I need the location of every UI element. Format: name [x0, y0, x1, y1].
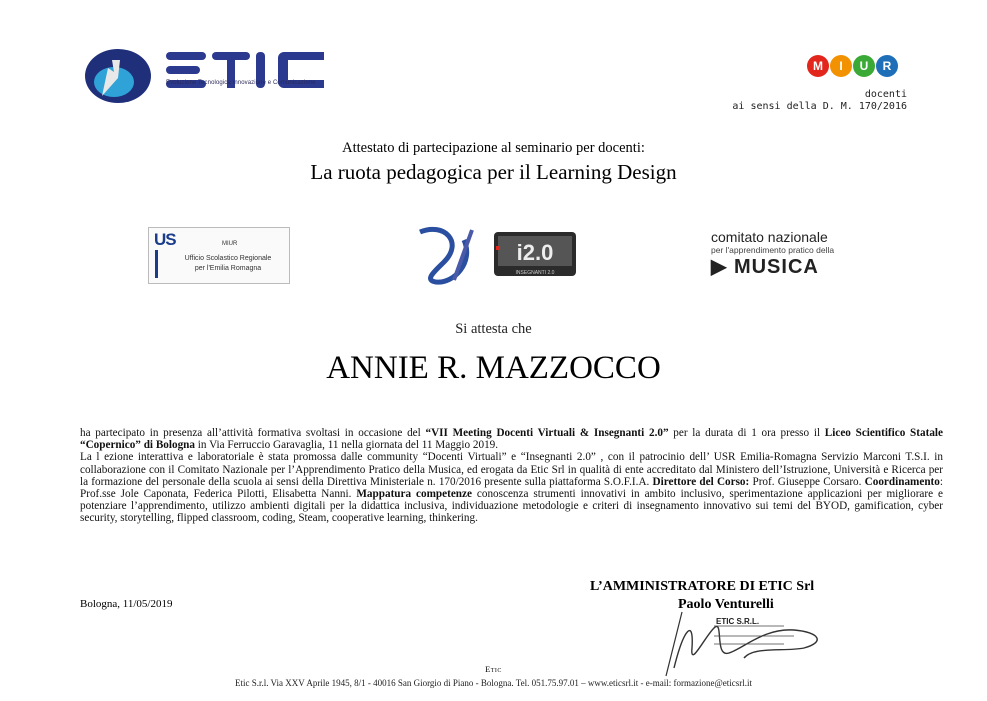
etic-subtitle: Evoluzione Tecnologica Innovazione e Comunicazione	[166, 80, 316, 86]
coordination-label: Coordinamento	[864, 475, 940, 488]
usr-bar	[155, 250, 158, 278]
miur-logo	[806, 50, 900, 82]
usr-letters: US	[154, 230, 176, 249]
certificate-intro: Attestato di partecipazione al seminario per docenti:	[342, 140, 645, 156]
place-date: Bologna, 11/05/2019	[80, 598, 173, 610]
miur-letter-m: M	[813, 59, 823, 73]
course-title: La ruota pedagogica per il Learning Design	[310, 160, 677, 184]
i20-sub: INSEGNANTI 2.0	[515, 270, 555, 276]
usr-miur-label: MIUR	[222, 241, 238, 247]
footer-company: Etic	[485, 664, 502, 674]
recipient-name: ANNIE R. MAZZOCCO	[326, 350, 661, 386]
miur-letter-u: U	[859, 59, 869, 73]
usr-logo	[148, 227, 290, 284]
comitato-line1: comitato nazionale	[711, 229, 828, 245]
director-label: Direttore del Corso:	[652, 475, 750, 488]
body-paragraph-1: ha partecipato in presenza all’attività formativa svoltasi in occasione del “VII Meeting Docenti Virtuali & Insegnanti 2.0” per la durata di 1 ora presso il Liceo Scientifico Statale “Copernico” di Bologna in Via Ferruccio Garavaglia, 11 nella giornata del 11 Maggio 2019.	[80, 427, 943, 452]
event-name: “VII Meeting Docenti Virtuali & Insegnanti 2.0”	[425, 427, 669, 439]
attestation-lead: Si attesta che	[455, 321, 532, 337]
body-paragraph-2: La l ezione interattiva e laboratoriale è stata promossa dalle community “Docenti Virtuali” e “Insegnanti 2.0” , con il patrocinio dell’ USR Emilia-Romagna Servizio Marconi T.S.I. in collaborazione con il Comitato Nazionale per l’Apprendimento Pratico della Musica, ed erogata da Etic Srl in qualità di ente accreditato dal Ministero dell’Istruzione, Università e Ricerca per la formazione del personale della scuola ai sensi della Direttiva Ministeriale n. 170/2016 presente sulla piattaforma S.O.F.I.A. Direttore del Corso: Prof. Giuseppe Corsaro. Coordinamento: Prof.sse Jole Caponata, Federica Pilotti, Elisabetta Nanni. Mappatura competenze conoscenza strumenti innovativi in ambito inclusivo, sperimentazione applicazioni per migliorare e potenziare l’apprendimento, utilizzo ambienti digitali per la didattica inclusiva, individuazione metodologie e criteri di insegnamento innovativo sui temi del BYOD, gamification, cyber security, storytelling, flipped classroom, coding, Steam, cooperative learning, thinkering.	[80, 451, 943, 525]
certificate-body	[80, 427, 943, 525]
miur-letter-i: I	[839, 59, 843, 73]
administrator-name: Paolo Venturelli	[678, 597, 774, 612]
competence-map-label: Mappatura competenze	[356, 488, 472, 501]
svg-text:ETIC S.R.L.: ETIC S.R.L.	[716, 617, 760, 626]
miur-caption-line2: ai sensi della D. M. 170/2016	[732, 101, 907, 112]
usr-line2: per l'Emilia Romagna	[194, 265, 262, 272]
play-icon: ▶	[711, 256, 728, 278]
comitato-line2: per l'apprendimento pratico della	[711, 245, 835, 255]
miur-letter-r: R	[882, 59, 892, 73]
docenti-virtuali-insegnanti-logo	[414, 222, 580, 286]
footer-address: Etic S.r.l. Via XXV Aprile 1945, 8/1 - 40016 San Giorgio di Piano - Bologna. Tel. 051.75.97.01 – www.eticsrl.it - e-mail: formazione@eticsrl.it	[234, 678, 753, 688]
i20-text: i2.0	[516, 240, 554, 265]
administrator-title: L’AMMINISTRATORE DI ETIC Srl	[590, 579, 815, 594]
comitato-line3	[711, 256, 834, 278]
miur-caption	[732, 89, 907, 113]
usr-line1: Ufficio Scolastico Regionale	[184, 255, 272, 262]
school-name: Liceo Scientifico Statale “Copernico” di Bologna	[80, 427, 943, 452]
miur-caption-line1: docenti	[864, 89, 907, 100]
comitato-musica-logo	[711, 230, 834, 278]
comitato-musica-word: MUSICA	[733, 256, 819, 278]
etic-logo	[84, 38, 334, 108]
